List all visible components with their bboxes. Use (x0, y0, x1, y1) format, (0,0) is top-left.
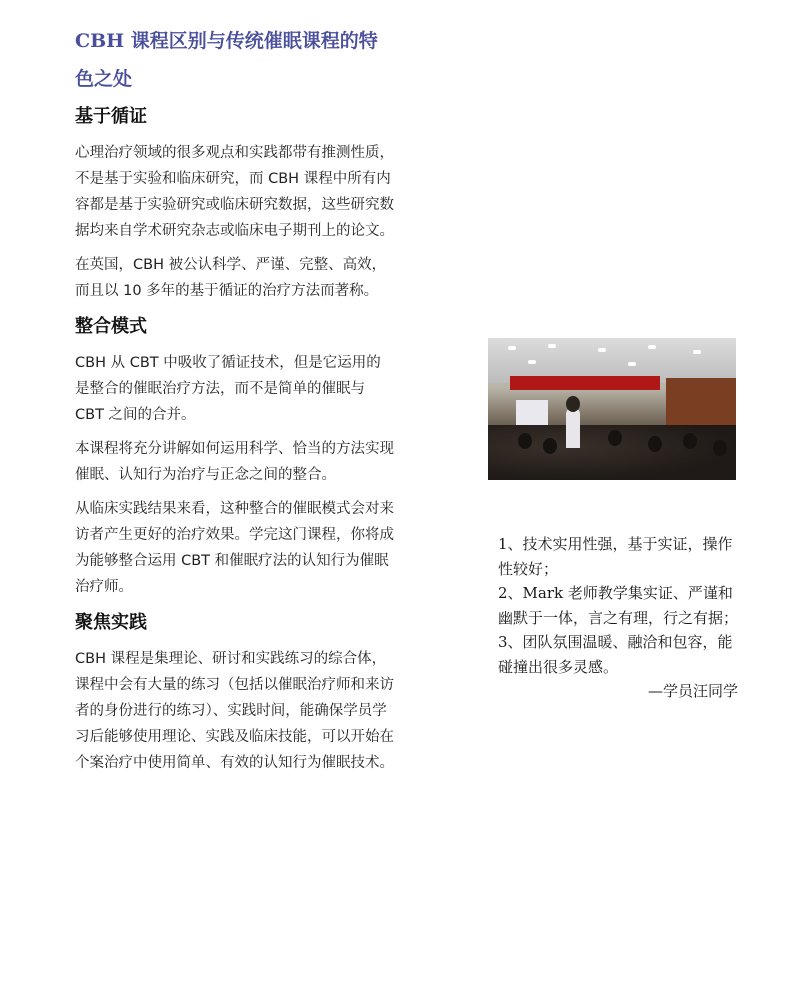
section-heading-integration: 整合模式 (75, 316, 147, 337)
page-title: CBH 课程区别与传统催眠课程的特色之处 (75, 30, 378, 90)
paragraph: CBH 课程是集理论、研讨和实践练习的综合体，课程中会有大量的练习（包括以催眠治疗师和来访者的身份进行的练习）、实践时间，能确保学员学习后能够使用理论、实践及临床技能，可以开始在个案治疗中使用简单、有效的认知行为催眠技术。 (75, 651, 394, 771)
section-heading-evidence: 基于循证 (75, 106, 147, 127)
testimonial-line: 1、技术实用性强，基于实证，操作性较好； (498, 535, 733, 578)
testimonial (498, 532, 738, 704)
paragraph: 本课程将充分讲解如何运用科学、恰当的方法实现催眠、认知行为治疗与正念之间的整合。 (75, 441, 394, 483)
article-column (75, 22, 395, 784)
paragraph: CBH 从 CBT 中吸收了循证技术，但是它运用的是整合的催眠治疗方法，而不是简单的催眠与 CBT 之间的合并。 (75, 355, 381, 423)
classroom-photo (488, 338, 736, 480)
testimonial-line: 3、团队氛围温暖、融洽和包容，能碰撞出很多灵感。 (498, 633, 733, 676)
section-heading-practice: 聚焦实践 (75, 612, 147, 633)
testimonial-signature: —学员汪同学 (647, 682, 738, 700)
paragraph: 从临床实践结果来看，这种整合的催眠模式会对来访者产生更好的治疗效果。学完这门课程，你将成为能够整合运用 CBT 和催眠疗法的认知行为催眠治疗师。 (75, 501, 394, 595)
paragraph: 心理治疗领域的很多观点和实践都带有推测性质，不是基于实验和临床研究，而 CBH 课程中所有内容都是基于实验研究或临床研究数据，这些研究数据均来自学术研究杂志或临床电子期刊上的论文。 (75, 145, 394, 239)
testimonial-line: 2、Mark 老师教学集实证、严谨和幽默于一体，言之有理，行之有据； (498, 584, 739, 627)
paragraph: 在英国，CBH 被公认科学、严谨、完整、高效，而且以 10 多年的基于循证的治疗方法而著称。 (75, 257, 387, 299)
